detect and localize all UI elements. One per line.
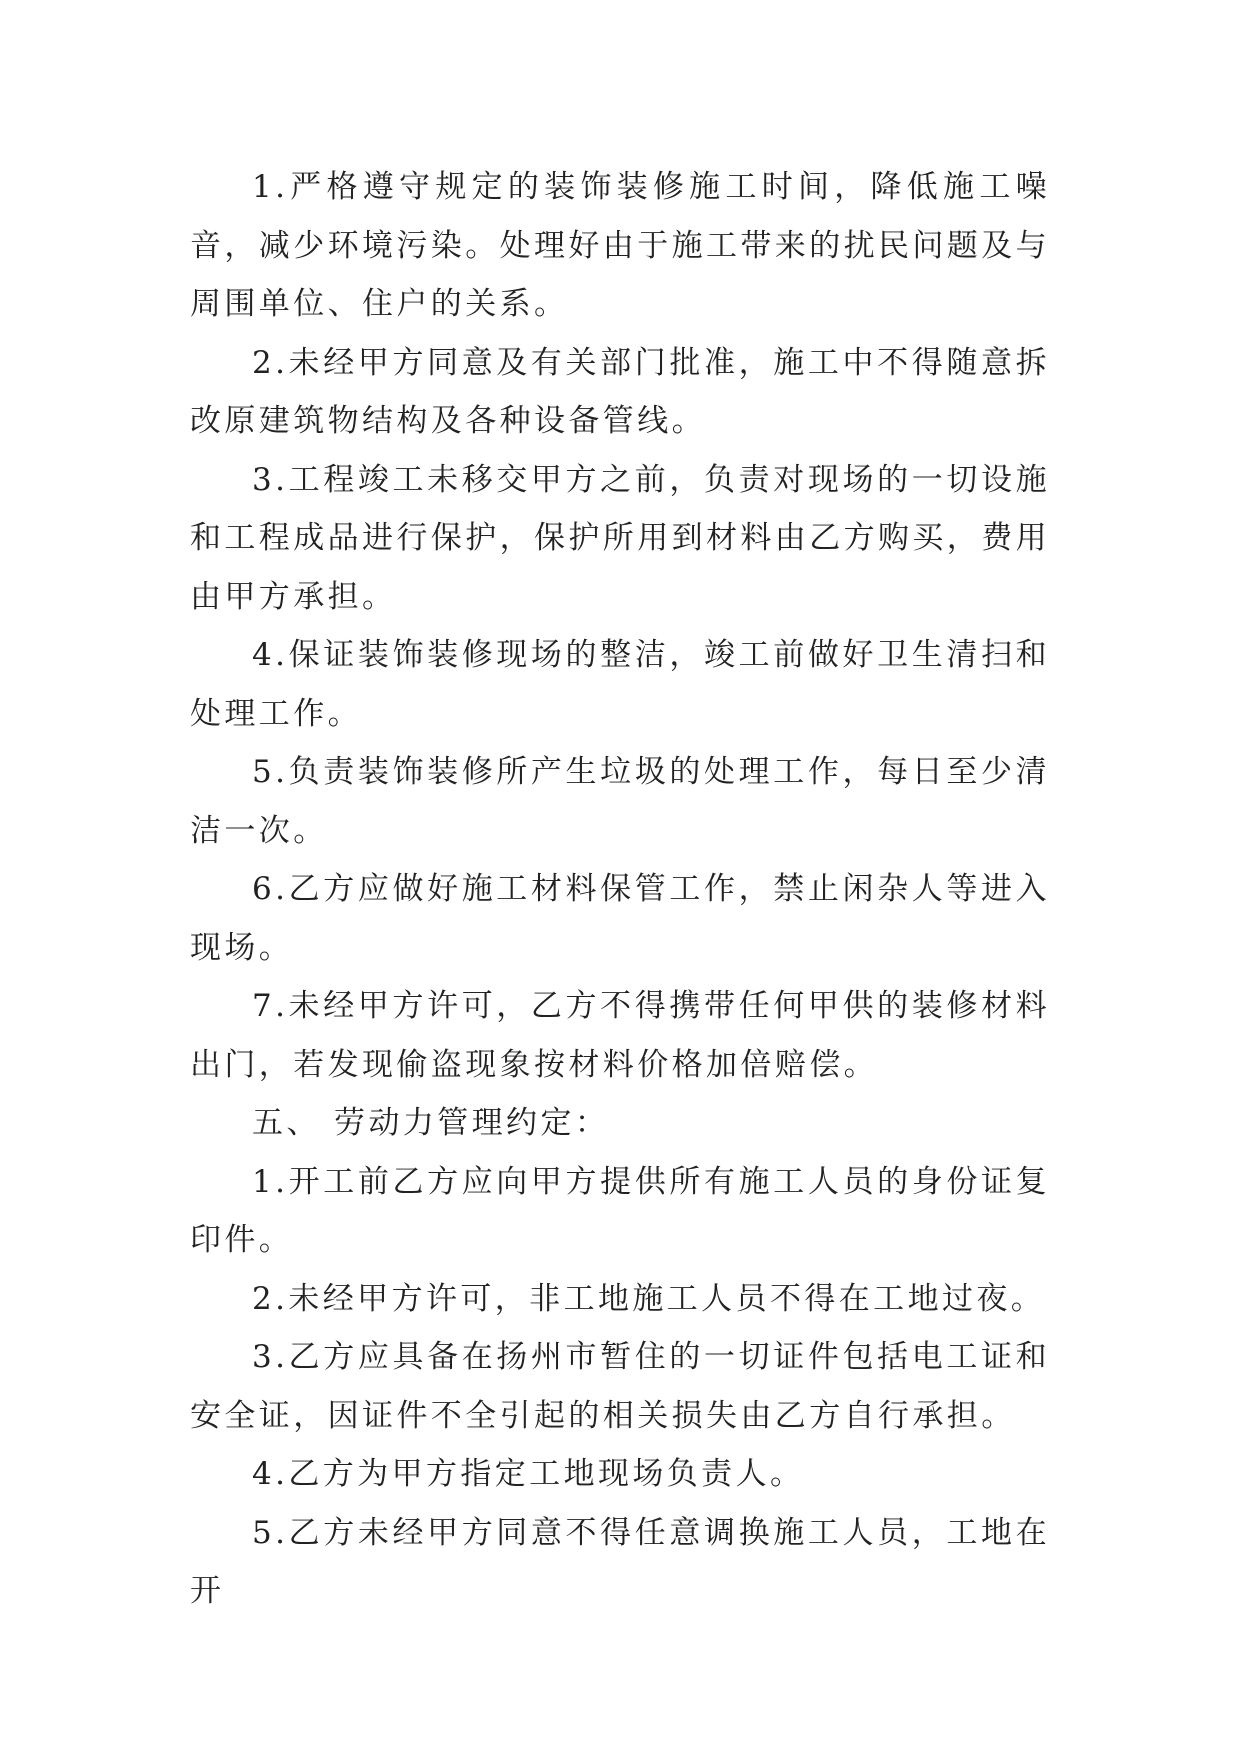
clause-2-structure-changes: 2.未经甲方同意及有关部门批准，施工中不得随意拆改原建筑物结构及各种设备管线。 xyxy=(190,344,1050,439)
clause-4-site-cleanliness: 4.保证装饰装修现场的整洁，竣工前做好卫生清扫和处理工作。 xyxy=(190,637,1050,732)
clause-7-material-removal: 7.未经甲方许可，乙方不得携带任何甲供的装修材料出门，若发现偷盗现象按材料价格加倍赔偿。 xyxy=(190,988,1050,1083)
clause-3-site-protection: 3.工程竣工未移交甲方之前，负责对现场的一切设施和工程成品进行保护，保护所用到材料由乙方购买，费用由甲方承担。 xyxy=(190,461,1050,615)
clause-1-work-hours: 1.严格遵守规定的装饰装修施工时间，降低施工噪音，减少环境污染。处理好由于施工带来的扰民问题及与周围单位、住户的关系。 xyxy=(190,169,1050,322)
labor-clause-5-staff-changes: 5.乙方未经甲方同意不得任意调换施工人员，工地在开 xyxy=(190,1514,1050,1609)
labor-clause-2-overnight-stay: 2.未经甲方许可，非工地施工人员不得在工地过夜。 xyxy=(252,1280,1046,1317)
labor-clause-1-id-copies: 1.开工前乙方应向甲方提供所有施工人员的身份证复印件。 xyxy=(190,1163,1050,1258)
section-heading-labor-management: 五、 劳动力管理约定： xyxy=(252,1105,610,1141)
clause-6-material-storage: 6.乙方应做好施工材料保管工作，禁止闲杂人等进入现场。 xyxy=(190,871,1050,966)
labor-clause-3-certificates: 3.乙方应具备在扬州市暂住的一切证件包括电工证和安全证，因证件不全引起的相关损失由乙方自行承担。 xyxy=(190,1339,1050,1434)
clause-5-waste-handling: 5.负责装饰装修所产生垃圾的处理工作，每日至少清洁一次。 xyxy=(190,754,1050,849)
labor-clause-4-site-manager: 4.乙方为甲方指定工地现场负责人。 xyxy=(252,1456,805,1492)
document-body xyxy=(190,158,1050,1621)
